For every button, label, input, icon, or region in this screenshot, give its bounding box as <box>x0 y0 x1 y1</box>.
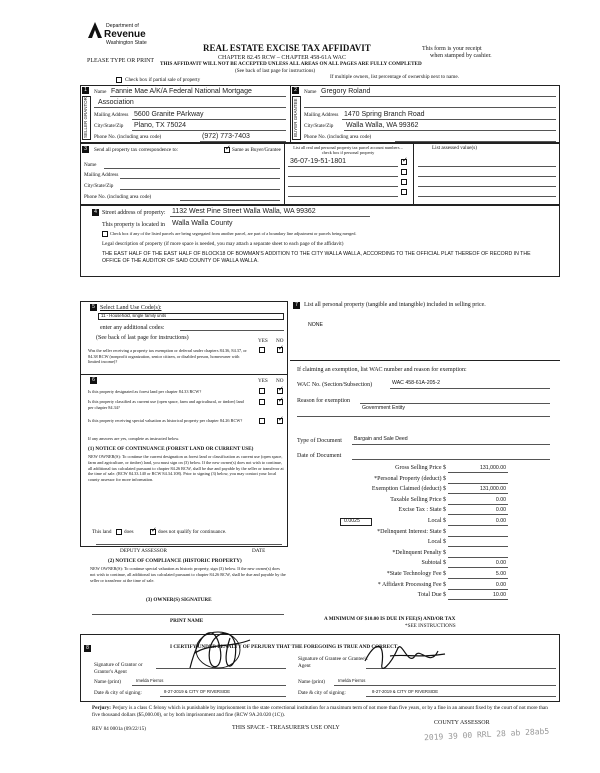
tax-row-label: Excise Tax : State $ <box>398 507 446 513</box>
s6-no: NO <box>276 378 284 384</box>
form-instructions: (See back of last page for instructions) <box>235 68 316 74</box>
tax-row-label: Total Due $ <box>417 592 446 598</box>
tax-row-value[interactable]: 10.00 <box>493 592 506 598</box>
does-checkbox[interactable] <box>116 529 122 535</box>
tax-row-label: Taxable Selling Price $ <box>390 497 446 503</box>
personal-property-value[interactable]: NONE <box>308 322 323 328</box>
minimum-note: A MINIMUM OF $10.00 IS DUE IN FEE(S) AND/OR TAX <box>324 616 456 622</box>
legal-description[interactable]: THE EAST HALF OF THE EAST HALF OF BLOCK18 OF BOWMAN'S ADDITION TO THE CITY WALLA WALLA, ACCORDING TO THE OFFICIAL PLAT THEREOF OF RECORD IN THE OFFICE OF THE AUDITOR OF SAID COUNTY OF WALLA WALLA. <box>102 251 531 264</box>
tax-row-value[interactable]: 131,000.00 <box>480 465 506 471</box>
tax-row-label: Local $ <box>427 518 446 524</box>
agency-line1: Department of <box>106 23 139 29</box>
section-3-number: 3 <box>82 146 89 153</box>
grantee-signature-icon <box>360 636 450 676</box>
please-type: PLEASE TYPE OR PRINT <box>87 58 155 64</box>
section-7-number: 7 <box>293 302 300 309</box>
historic-no-checkbox[interactable] <box>277 418 283 424</box>
rev-number: REV 84 0001a (09/22/15) <box>92 726 146 732</box>
grantor-date-label: Date & city of signing: <box>94 690 142 696</box>
seller-address-label: Mailing Address <box>94 112 129 118</box>
notice2-title: (2) NOTICE OF COMPLIANCE (HISTORIC PROPERTY) <box>108 558 242 564</box>
section-5-number: 5 <box>90 304 97 311</box>
does-not-label: does not qualify for continuance. <box>158 529 227 535</box>
buyer-side-label: BUYER GRANTEE <box>292 96 301 140</box>
tax-row-value[interactable]: 131,000.00 <box>480 486 506 492</box>
grantee-name-label: Name (print) <box>298 679 325 685</box>
deputy-assessor-label: DEPUTY ASSESSOR <box>120 548 167 554</box>
grantor-name-label: Name (print) <box>94 679 121 685</box>
parcel-number[interactable]: 36-07-19-51-1801 <box>290 158 347 165</box>
buyer-city-label: City/State/Zip <box>304 123 334 129</box>
section-1-number: 1 <box>82 87 89 94</box>
doc-type-label: Type of Document <box>297 438 342 444</box>
located-county[interactable]: Walla Walla County <box>172 220 233 227</box>
same-as-buyer-checkbox[interactable] <box>224 147 230 153</box>
agency-line3: Washington State <box>106 40 147 46</box>
tax-row-label: Exemption Claimed (deduct) $ <box>371 486 446 492</box>
section-4-number: 4 <box>92 209 99 216</box>
current-use-yes-checkbox[interactable] <box>259 399 265 405</box>
buyer-phone-label: Phone No. (including area code) <box>304 134 372 140</box>
receipt-note2: when stamped by cashier. <box>430 53 492 59</box>
treasurer-use: THIS SPACE - TREASURER'S USE ONLY <box>232 725 340 731</box>
does-label: does <box>124 529 134 535</box>
does-not-checkbox[interactable] <box>150 529 156 535</box>
grantee-signature-label: Signature of Grantee or Grantee's Agent <box>298 656 368 669</box>
parcel-personal-checkbox-2[interactable] <box>401 169 407 175</box>
seller-city-label: City/State/Zip <box>94 123 124 129</box>
buyer-address[interactable]: 1470 Spring Branch Road <box>344 111 425 118</box>
current-use-question: Is this property classified as current use (open space, farm and agricultural, or timber) land per chapter 84.34? <box>88 399 244 410</box>
reason-label: Reason for exemption <box>297 398 350 404</box>
tax-row-label: *Delinquent Penalty $ <box>392 550 446 556</box>
s6-yes: YES <box>258 378 268 384</box>
tax-row-value[interactable]: 0.00 <box>495 582 506 588</box>
print-name-label: PRINT NAME <box>170 618 204 624</box>
form-title: REAL ESTATE EXCISE TAX AFFIDAVIT <box>203 43 371 53</box>
partial-sale-label: Check box if partial sale of property <box>125 77 201 83</box>
s3-name-label: Name <box>84 162 97 168</box>
additional-codes-label: enter any additional codes: <box>100 325 165 331</box>
tax-row-value[interactable]: 0.00 <box>495 560 506 566</box>
located-label: This property is located in <box>102 222 165 228</box>
s5-see-back: (See back of last page for instructions) <box>96 335 189 341</box>
local-rate-value: 0.0025 <box>344 518 360 524</box>
forest-yes-checkbox[interactable] <box>259 388 265 394</box>
current-use-no-checkbox[interactable] <box>277 399 283 405</box>
land-use-value: 11 - Household, single family units <box>101 313 167 318</box>
s3-address-label: Mailing Address <box>84 172 119 178</box>
notice1-body: NEW OWNER(S): To continue the current designation as forest land or classification as current use (open space, farm and agriculture, or timber) land, you must sign on (3) below. If the new owner(s) does not wish to continue, all additional tax calculated pursuant to chapter 84.26 RCW, shall be due and payable by the seller or transferor at the time of sale. (RCW 84.33.140 or RCW 84.34.108). Prior to signing (3) below, you may contact your local county assessor for more information. <box>88 454 284 483</box>
tax-row-label: *Delinquent Interest: State $ <box>377 529 446 535</box>
seller-address[interactable]: 5600 Granite PArkway <box>134 111 204 118</box>
wac-label: WAC No. (Section/Subsection) <box>297 382 373 388</box>
segregated-checkbox[interactable] <box>102 231 108 237</box>
seller-phone-label: Phone No. (including area code) <box>94 134 162 140</box>
certify-statement: I CERTIFY UNDER PENALTY OF PERJURY THAT THE FOREGOING IS TRUE AND CORRECT. <box>170 644 399 650</box>
perjury-notice <box>92 705 552 719</box>
personal-property-label: List all personal property (tangible and intangible) included in selling price. <box>304 302 486 308</box>
parcel-personal-checkbox-1[interactable] <box>401 159 407 165</box>
this-land-label: This land <box>92 529 112 535</box>
forest-no-checkbox[interactable] <box>277 388 283 394</box>
buyer-name[interactable]: Gregory Roland <box>321 88 371 95</box>
grantor-signature-icon <box>180 618 260 678</box>
section-6-number: 6 <box>90 377 97 384</box>
assessor-stamp: 2019 39 00 RRL 28 ab 28ab5 <box>423 726 550 743</box>
s3-city-label: City/State/Zip <box>84 183 114 189</box>
county-assessor-label: COUNTY ASSESSOR <box>434 720 490 726</box>
legal-label: Legal description of property (if more space is needed, you may attach a separate sheet to each page of the affidavit) <box>102 241 344 247</box>
exemption-no-checkbox[interactable] <box>277 347 283 353</box>
parcel-personal-checkbox-3[interactable] <box>401 179 407 185</box>
deputy-date-label: DATE <box>252 548 266 554</box>
s3-phone-label: Phone No. (including area code) <box>84 194 152 200</box>
s5-no: NO <box>276 338 284 344</box>
seller-side-label: SELLER GRANTOR <box>82 96 91 140</box>
send-correspondence-label: Send all property tax correspondence to: <box>94 147 178 153</box>
forest-question: Is this property designated as forest land per chapter 84.33 RCW? <box>88 389 202 394</box>
form-warning: THIS AFFIDAVIT WILL NOT BE ACCEPTED UNLESS ALL AREAS ON ALL PAGES ARE FULLY COMPLETED <box>160 61 422 67</box>
seller-name-2[interactable]: Association <box>98 99 134 106</box>
street-address[interactable]: 1132 West Pine Street Walla Walla, WA 99362 <box>172 208 316 215</box>
seller-phone[interactable]: (972) 773-7403 <box>202 133 250 140</box>
exemption-question: Was the seller receiving a property tax exemption or deferral under chapters 84.36, 84.37, or 84.38 RCW (nonprofit organization, senior citizen, or disabled person, homeowner with limited income)? <box>88 348 247 365</box>
reason-value[interactable]: Government Entity <box>362 405 405 411</box>
notice2-body: NEW OWNER(S): To continue special valuation as historic property, sign (3) below. If the new owner(s) does not wish to continue, all additional tax calculated pursuant to chapter 84.26 RCW, shall be due and payable by the seller or transferor at the time of sale. <box>90 566 286 583</box>
multiple-owners-note: If multiple owners, list percentage of ownership next to name. <box>330 74 459 80</box>
tax-row-value[interactable]: 5.00 <box>495 571 506 577</box>
tax-row-label: *State Technology Fee $ <box>386 571 446 577</box>
agency-line2: Revenue <box>104 29 146 40</box>
grantor-name[interactable]: Imelda Fierros <box>136 678 164 683</box>
tax-row-value[interactable]: 0.00 <box>495 507 506 513</box>
grantor-date[interactable]: 8-27-2019 & CITY OF RIVERSIDE <box>164 689 231 694</box>
assessed-header: List assessed value(s) <box>432 145 477 151</box>
land-use-label: Select Land Use Code(s): <box>100 305 162 311</box>
partial-sale-checkbox[interactable] <box>116 77 122 83</box>
wac-value[interactable]: WAC 458-61A-205-2 <box>392 380 440 386</box>
grantor-signature-label: Signature of Grantor or Grantor's Agent <box>94 662 143 675</box>
parcel-personal-checkbox-4[interactable] <box>401 189 407 195</box>
perjury-label: Perjury: <box>92 705 112 711</box>
exemption-yes-checkbox[interactable] <box>259 347 265 353</box>
grantee-date[interactable]: 8-27-2019 & CITY OF RIVERSIDE <box>372 689 439 694</box>
tax-row-label: Gross Selling Price $ <box>395 465 446 471</box>
segregated-label: Check box if any of the listed parcels are being segregated from another parcel, are part of a boundary line adjustment or parcels being merged. <box>110 231 357 236</box>
see-instructions: *SEE INSTRUCTIONS <box>405 623 456 629</box>
section-8-number: 8 <box>84 645 91 652</box>
historic-question: Is this property receiving special valuation as historical property per chapter 84.26 RCW? <box>88 418 243 423</box>
if-yes-note: If any answers are yes, complete as instructed below. <box>88 436 180 441</box>
street-label: Street address of property: <box>102 210 166 216</box>
perjury-text: Perjury is a class C felony which is punishable by imprisonment in the state correctional institution for a maximum term of not more than five years, or by a fine in an amount fixed by the court of not more than five thousand dollars ($5,000.00), or by both imprisonment and fine (RCW 9A.20.020 (1C)). <box>92 705 548 719</box>
receipt-note1: This form is your receipt <box>422 46 482 52</box>
owner-signature-label: (3) OWNER(S) SIGNATURE <box>146 597 212 603</box>
s5-yes: YES <box>258 338 268 344</box>
tax-row-label: Local $ <box>427 539 446 545</box>
buyer-address-label: Mailing Address <box>304 112 339 118</box>
buyer-city[interactable]: Walla Walla, WA 99362 <box>346 122 419 129</box>
section-2-number: 2 <box>292 87 299 94</box>
notice1-title: (1) NOTICE OF CONTINUANCE (FOREST LAND OR CURRENT USE) <box>88 446 254 452</box>
revenue-logo-icon <box>86 20 104 40</box>
form-subtitle: CHAPTER 82.45 RCW – CHAPTER 458-61A WAC <box>218 55 346 61</box>
tax-row-label: *Personal Property (deduct) $ <box>374 476 446 482</box>
buyer-name-label: Name <box>304 89 317 95</box>
seller-name-label: Name <box>94 89 107 95</box>
doc-type-value[interactable]: Bargain and Sale Deed <box>354 436 408 442</box>
tax-row-value[interactable]: 0.00 <box>495 518 506 524</box>
tax-row-value[interactable]: 0.00 <box>495 497 506 503</box>
doc-date-label: Date of Document <box>297 453 342 459</box>
seller-city[interactable]: Plano, TX 75024 <box>134 122 187 129</box>
historic-yes-checkbox[interactable] <box>259 418 265 424</box>
seller-name[interactable]: Fannie Mae A/K/A Federal National Mortgage <box>111 88 252 95</box>
tax-row-label: * Affidavit Processing Fee $ <box>377 582 446 588</box>
grantee-name[interactable]: Imelda Fierros <box>338 678 366 683</box>
grantee-date-label: Date & city of signing: <box>298 690 346 696</box>
parcel-header: List all real and personal property tax parcel account numbers – check box if personal property <box>293 145 403 156</box>
same-as-buyer-label: Same as Buyer/Grantee <box>232 147 281 153</box>
exemption-claim-label: If claiming an exemption, list WAC number and reason for exemption: <box>297 367 467 373</box>
tax-row-label: Subtotal $ <box>421 560 446 566</box>
